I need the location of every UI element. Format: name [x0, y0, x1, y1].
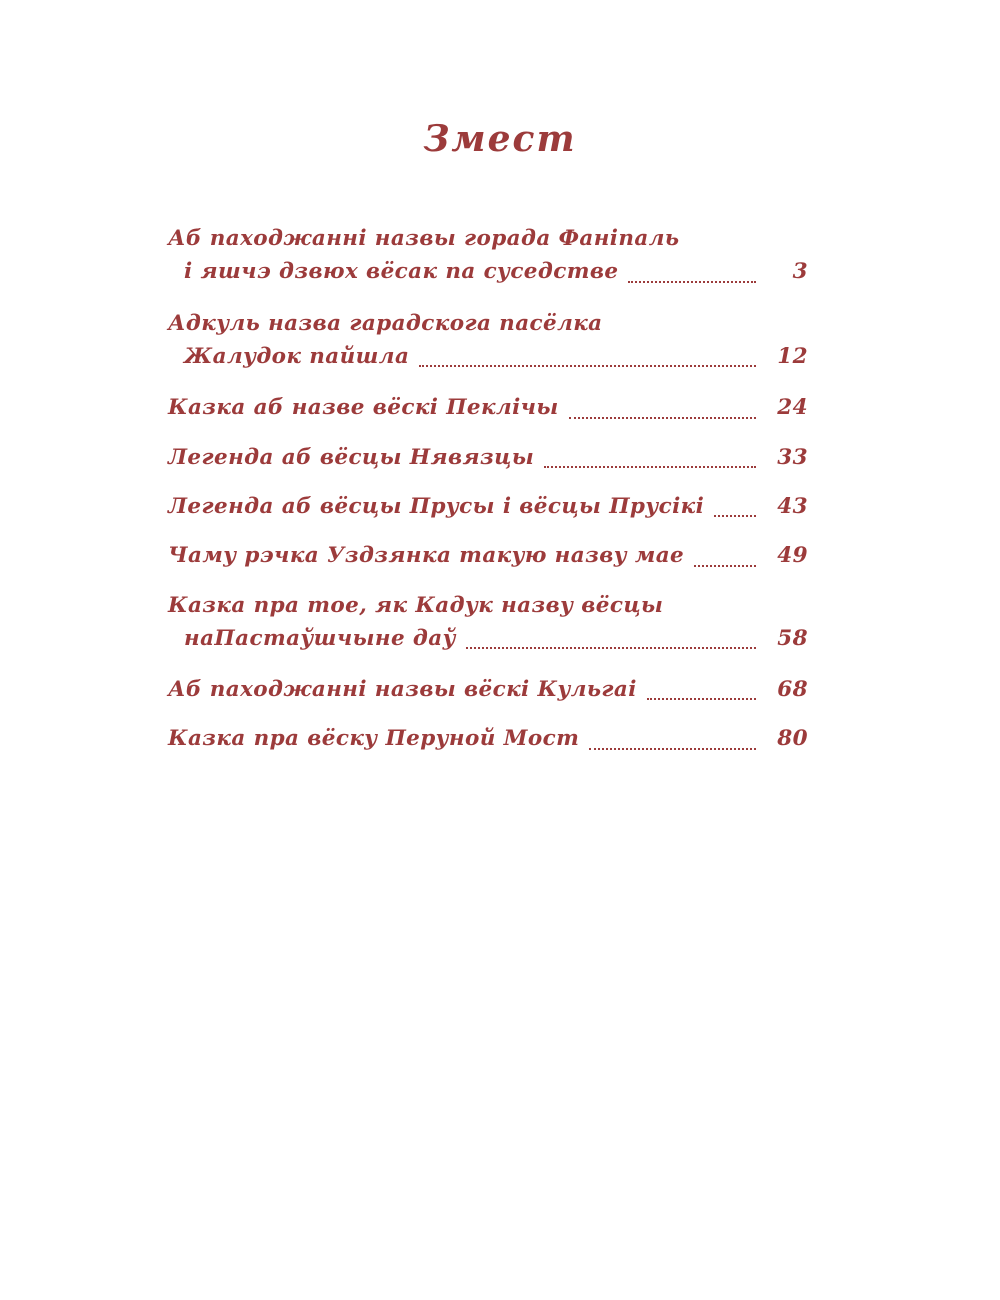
page-title: Змест [423, 118, 577, 160]
dot-leader [714, 514, 756, 517]
toc-entry-label: Чаму рэчка Уздзянка такую назву мае [168, 543, 685, 569]
dot-leader [466, 646, 756, 649]
toc-entry-line [168, 722, 808, 755]
toc-entry-label: Легенда аб вёсцы Прусы і вёсцы Прусікі [168, 493, 705, 519]
toc-entry[interactable] [168, 391, 808, 424]
toc-entry-line [168, 673, 808, 706]
toc-entry-label: Казка пра тое, як Кадук назву вёсцы [168, 592, 664, 618]
dot-leader [613, 333, 756, 334]
toc-entry-line [168, 490, 808, 523]
toc-entry-label: наПастаўшчыне даў [184, 625, 456, 651]
toc-entry[interactable] [168, 441, 808, 474]
toc-entry[interactable] [168, 589, 808, 656]
toc-entry-line [168, 622, 808, 655]
toc-entry-label: Адкуль назва гарадскога пасёлка [168, 310, 603, 336]
toc-entry-line [168, 340, 808, 373]
toc-entry[interactable] [168, 539, 808, 572]
toc-entry-line [168, 441, 808, 474]
dot-leader [569, 416, 756, 419]
dot-leader [419, 364, 756, 367]
toc-entry-line [168, 307, 808, 340]
toc-entry[interactable] [168, 490, 808, 523]
toc-entry[interactable] [168, 222, 808, 289]
toc-entry-line [168, 222, 808, 255]
dot-leader [628, 280, 756, 283]
toc-page-number: 49 [777, 543, 808, 569]
dot-leader [689, 248, 756, 249]
toc-entry-label: Казка аб назве вёскі Пеклічы [168, 395, 559, 421]
toc-entry-label: Казка пра вёску Перуной Мост [168, 726, 580, 752]
toc-entry-line [168, 391, 808, 424]
toc-page-number: 68 [777, 677, 808, 703]
toc-page-number: 58 [777, 625, 808, 651]
dot-leader [647, 697, 756, 700]
toc-entry-label: Жалудок пайшла [184, 343, 410, 369]
toc-entry-label: Аб паходжанні назвы горада Фаніпаль [168, 226, 680, 251]
toc-entry[interactable] [168, 722, 808, 755]
dot-leader [694, 564, 756, 567]
dot-leader [589, 747, 756, 750]
toc-page-number: 43 [777, 493, 808, 519]
dot-leader [544, 465, 756, 468]
toc-page-number: 24 [777, 395, 808, 421]
toc-page-number: 3 [792, 259, 808, 285]
toc-page-number: 12 [777, 343, 808, 369]
toc-entry-label: і яшчэ дзвюх вёсак па суседстве [184, 259, 619, 285]
toc-entry[interactable] [168, 673, 808, 706]
dot-leader [673, 615, 756, 616]
toc-entry-line [168, 539, 808, 572]
toc-entry-label: Аб паходжанні назвы вёскі Кульгаі [168, 677, 637, 703]
toc-page-number: 80 [777, 726, 808, 752]
toc-entry-line [168, 589, 808, 622]
toc-entry[interactable] [168, 307, 808, 374]
toc-page-number: 33 [777, 444, 808, 470]
toc-entry-line [168, 255, 808, 288]
toc-entry-label: Легенда аб вёсцы Нявязцы [168, 444, 535, 470]
table-of-contents [168, 222, 808, 772]
